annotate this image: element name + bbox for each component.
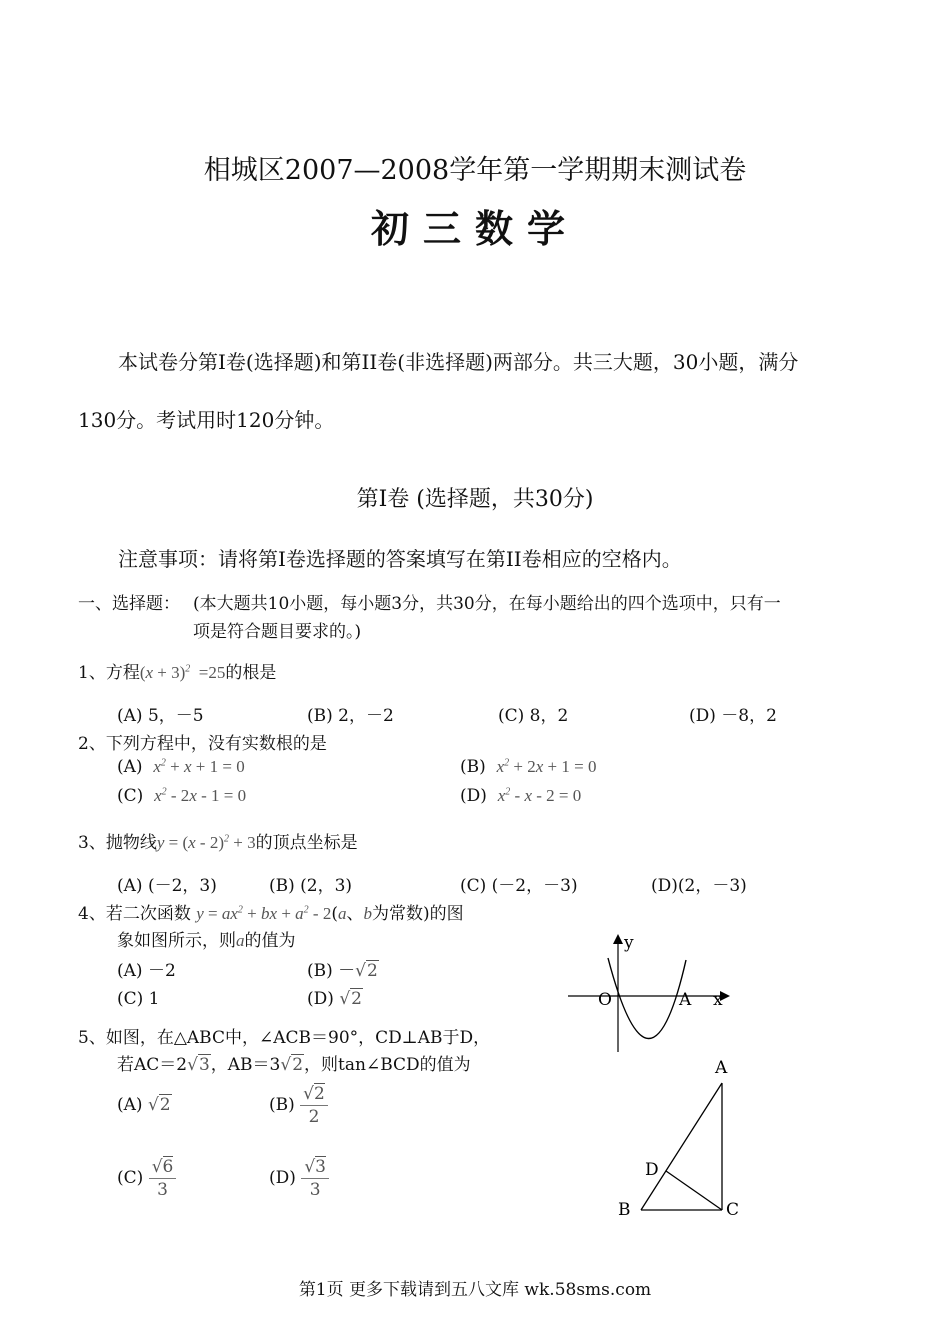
q5-option-b[interactable] [269,1083,328,1128]
q1-option-c[interactable]: (C) 8，2 [498,706,569,726]
q3-stem [78,828,358,853]
q4-var-b: b [363,904,372,923]
q5-stem-line-2 [117,1050,471,1075]
sqrt-2: √2 [339,989,362,1009]
sqrt-2: √2 [280,1055,304,1075]
q1-option-b[interactable]: (B) 2，－2 [307,706,394,726]
q4-option-b[interactable] [307,956,379,981]
q2-equation-c: $x^2 - 2x - 1 = 0$ [154,786,247,805]
sqrt-3: √3 [187,1055,210,1075]
q5-option-b-label: (B) [269,1095,295,1115]
part-label: 一、选择题： [78,594,180,614]
q1-option-a[interactable]: (A) 5，－5 [117,706,204,726]
fraction-sqrt6-over-3: $\frac{√6}{3}$ [149,1156,177,1201]
q1-stem [78,658,276,683]
q4-suffix: 为常数)的图 [371,904,464,924]
q5-option-a[interactable] [117,1095,172,1115]
y-axis-arrow-icon [613,934,623,944]
q1-suffix: 的根是 [225,663,277,683]
q1-option-d[interactable]: (D) －8，2 [689,706,777,726]
q5-option-d[interactable] [269,1156,329,1201]
part-desc-1: (本大题共10小题，每小题3分，共30分，在每小题给出的四个选项中，只有一 [193,594,781,614]
q5-stem: 5、如图，在△ABC中，∠ACB＝90°，CD⊥AB于D， [78,1028,491,1048]
q5-option-c[interactable] [117,1156,176,1201]
triangle-figure [610,1055,750,1225]
q3-prefix: 3、抛物线 [78,833,157,853]
parabola-figure [560,928,740,1058]
q3-option-d[interactable]: (D)(2，－3) [651,876,747,896]
q4-option-c[interactable]: (C) 1 [117,989,160,1009]
q2-option-a[interactable] [117,757,245,777]
x-label: x [713,990,723,1010]
q3-equation: y = (x - 2)$^2$ + 3 [156,833,256,852]
page-footer: 第1页 更多下载请到五八文库 wk.58sms.com [298,1280,652,1300]
q4-sep: 、 [346,904,364,924]
q3-option-c[interactable]: (C) (－2，－3) [460,876,578,896]
q4-option-d-label: (D) [307,989,334,1009]
q2-option-b[interactable] [460,757,596,777]
vertex-b-label: B [618,1200,631,1220]
vertex-a-label: A [715,1058,728,1078]
q4-prefix: 4、若二次函数 [78,904,191,924]
point-d-label: D [645,1160,659,1180]
fraction-sqrt2-over-2: $\frac{√2}{2}$ [300,1083,328,1128]
q5-line2-a: 若AC＝2 [117,1055,188,1075]
q3-option-b[interactable]: (B) (2，3) [269,876,353,896]
q2-option-c-label: (C) [117,786,144,806]
q4-line2-b: 的值为 [244,931,296,951]
q2-stem: 2、下列方程中，没有实数根的是 [78,734,327,754]
q4-stem-line-2 [117,926,296,951]
q3-suffix: 的顶点坐标是 [255,833,358,853]
intro-line-2: 130分。考试用时120分钟。 [78,408,335,432]
q1-prefix: 1、方程 [78,663,140,683]
q5-option-c-label: (C) [117,1168,144,1188]
subject-title: 初三数学 [370,207,579,251]
q4-option-b-label: (B) － [307,961,356,981]
segment-cd [666,1171,722,1210]
q4-stem [78,899,464,924]
section-title: 第I卷 (选择题，共30分) [356,487,594,512]
q2-equation-b: $x^2 + 2x + 1 = 0$ [496,757,597,776]
fraction-sqrt3-over-3: $\frac{√3}{3}$ [301,1156,329,1201]
q4-option-d[interactable] [307,989,363,1009]
q4-paren: ( [331,904,338,924]
q2-equation-d: $x^2 - x - 2 = 0$ [497,786,582,805]
q5-line2-b: ，AB＝3 [210,1055,281,1075]
q2-option-a-label: (A) [117,757,143,777]
q4-equation: $y = ax^2$ + bx + $a^2 - 2$ [196,904,332,923]
q5-option-a-label: (A) [117,1095,143,1115]
sqrt-2: √2 [147,1095,171,1115]
part-desc-2: 项是符合题目要求的。) [193,622,362,642]
point-a-label: A [679,990,692,1010]
intro-line-1: 本试卷分第I卷(选择题)和第II卷(非选择题)两部分。共三大题，30小题，满分 [118,350,799,374]
q4-var-a2: a [236,931,245,950]
q2-option-c[interactable] [117,786,246,806]
q5-option-d-label: (D) [269,1168,296,1188]
q2-equation-a: $x^2 + x + 1 = 0$ [153,757,245,776]
y-label: y [624,933,634,953]
side-ab [641,1083,722,1210]
q4-option-a[interactable]: (A) －2 [117,961,176,981]
origin-label: O [598,990,612,1010]
section-notice: 注意事项：请将第I卷选择题的答案填写在第II卷相应的空格内。 [118,547,682,571]
q2-option-d[interactable] [460,786,581,806]
exam-title: 相城区2007—2008学年第一学期期末测试卷 [203,155,747,186]
q2-option-b-label: (B) [460,757,486,777]
q4-line2-a: 象如图所示，则 [117,931,236,951]
q2-option-d-label: (D) [460,786,487,806]
q4-var-a: a [337,904,347,923]
q1-equation: $(x + 3)^2 =25$ [139,663,226,682]
parabola-curve [608,958,686,1039]
sqrt-2: √2 [355,961,378,981]
vertex-c-label: C [726,1200,740,1220]
q5-line2-c: ，则tan∠BCD的值为 [304,1055,471,1075]
q3-option-a[interactable]: (A) (－2，3) [117,876,217,896]
